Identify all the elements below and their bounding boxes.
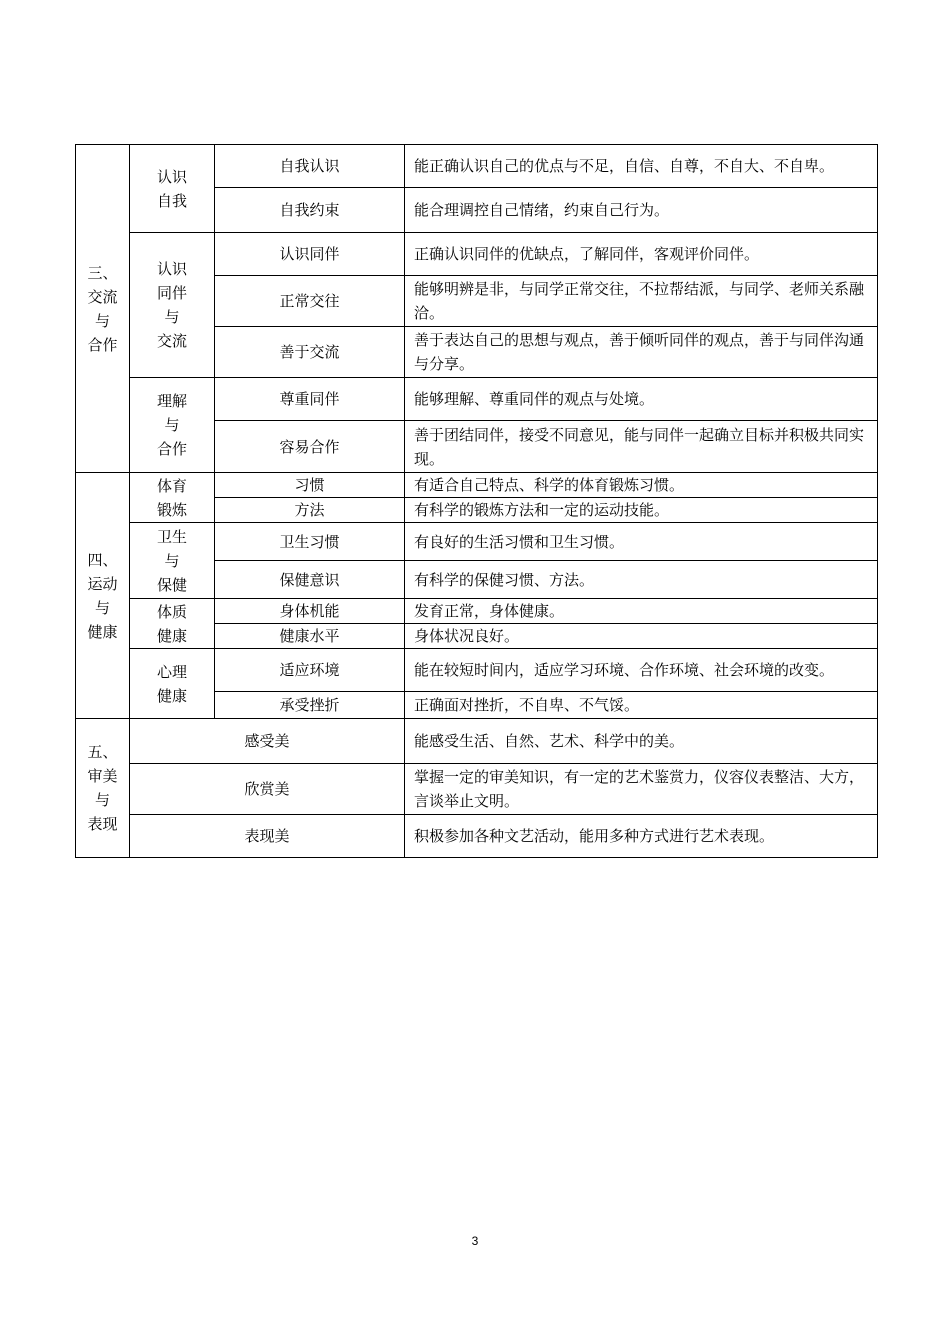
item-description: 有良好的生活习惯和卫生习惯。 bbox=[405, 523, 878, 561]
item-description: 有科学的保健习惯、方法。 bbox=[405, 561, 878, 599]
item-description: 积极参加各种文艺活动，能用多种方式进行艺术表现。 bbox=[405, 815, 878, 858]
item-description: 能感受生活、自然、艺术、科学中的美。 bbox=[405, 719, 878, 764]
section-title-communication: 三、 交流 与 合作 bbox=[76, 145, 130, 473]
page-number: 3 bbox=[471, 1234, 479, 1248]
group-label-peer-communication: 认识 同伴 与 交流 bbox=[130, 233, 215, 378]
table-row bbox=[76, 523, 878, 561]
item-description: 正确面对挫折，不自卑、不气馁。 bbox=[405, 692, 878, 719]
item-label: 认识同伴 bbox=[215, 233, 405, 276]
item-description: 有科学的锻炼方法和一定的运动技能。 bbox=[405, 498, 878, 523]
item-label: 自我认识 bbox=[215, 145, 405, 188]
table-row bbox=[76, 649, 878, 692]
item-label: 自我约束 bbox=[215, 188, 405, 233]
table-row bbox=[76, 145, 878, 188]
item-description: 善于表达自己的思想与观点，善于倾听同伴的观点，善于与同伴沟通与分享。 bbox=[405, 327, 878, 378]
item-description: 能合理调控自己情绪，约束自己行为。 bbox=[405, 188, 878, 233]
item-label: 容易合作 bbox=[215, 421, 405, 473]
evaluation-table bbox=[75, 144, 878, 858]
item-label: 习惯 bbox=[215, 473, 405, 498]
table-row bbox=[76, 719, 878, 764]
item-label: 方法 bbox=[215, 498, 405, 523]
item-label: 适应环境 bbox=[215, 649, 405, 692]
item-label: 卫生习惯 bbox=[215, 523, 405, 561]
item-description: 发育正常，身体健康。 bbox=[405, 599, 878, 624]
item-label: 保健意识 bbox=[215, 561, 405, 599]
item-label: 感受美 bbox=[130, 719, 405, 764]
item-description: 能够理解、尊重同伴的观点与处境。 bbox=[405, 378, 878, 421]
item-description: 能在较短时间内，适应学习环境、合作环境、社会环境的改变。 bbox=[405, 649, 878, 692]
item-label: 身体机能 bbox=[215, 599, 405, 624]
table-row bbox=[76, 764, 878, 815]
item-label: 正常交往 bbox=[215, 276, 405, 327]
group-label-self-awareness: 认识 自我 bbox=[130, 145, 215, 233]
table-row bbox=[76, 233, 878, 276]
table-row bbox=[76, 815, 878, 858]
item-label: 欣赏美 bbox=[130, 764, 405, 815]
item-description: 能够明辨是非，与同学正常交往，不拉帮结派，与同学、老师关系融洽。 bbox=[405, 276, 878, 327]
item-description: 能正确认识自己的优点与不足，自信、自尊，不自大、不自卑。 bbox=[405, 145, 878, 188]
table-row bbox=[76, 599, 878, 624]
section-title-sports-health: 四、 运动 与 健康 bbox=[76, 473, 130, 719]
group-label-hygiene: 卫生 与 保健 bbox=[130, 523, 215, 599]
group-label-physical-health: 体质 健康 bbox=[130, 599, 215, 649]
table-row bbox=[76, 473, 878, 498]
item-description: 正确认识同伴的优缺点，了解同伴，客观评价同伴。 bbox=[405, 233, 878, 276]
group-label-physical-exercise: 体育 锻炼 bbox=[130, 473, 215, 523]
group-label-mental-health: 心理 健康 bbox=[130, 649, 215, 719]
item-label: 承受挫折 bbox=[215, 692, 405, 719]
item-description: 掌握一定的审美知识，有一定的艺术鉴赏力，仪容仪表整洁、大方，言谈举止文明。 bbox=[405, 764, 878, 815]
item-label: 善于交流 bbox=[215, 327, 405, 378]
item-label: 健康水平 bbox=[215, 624, 405, 649]
item-label: 尊重同伴 bbox=[215, 378, 405, 421]
item-description: 身体状况良好。 bbox=[405, 624, 878, 649]
table-row bbox=[76, 378, 878, 421]
section-title-aesthetics: 五、 审美 与 表现 bbox=[76, 719, 130, 858]
item-description: 有适合自己特点、科学的体育锻炼习惯。 bbox=[405, 473, 878, 498]
item-label: 表现美 bbox=[130, 815, 405, 858]
item-description: 善于团结同伴，接受不同意见，能与同伴一起确立目标并积极共同实现。 bbox=[405, 421, 878, 473]
group-label-cooperation: 理解 与 合作 bbox=[130, 378, 215, 473]
